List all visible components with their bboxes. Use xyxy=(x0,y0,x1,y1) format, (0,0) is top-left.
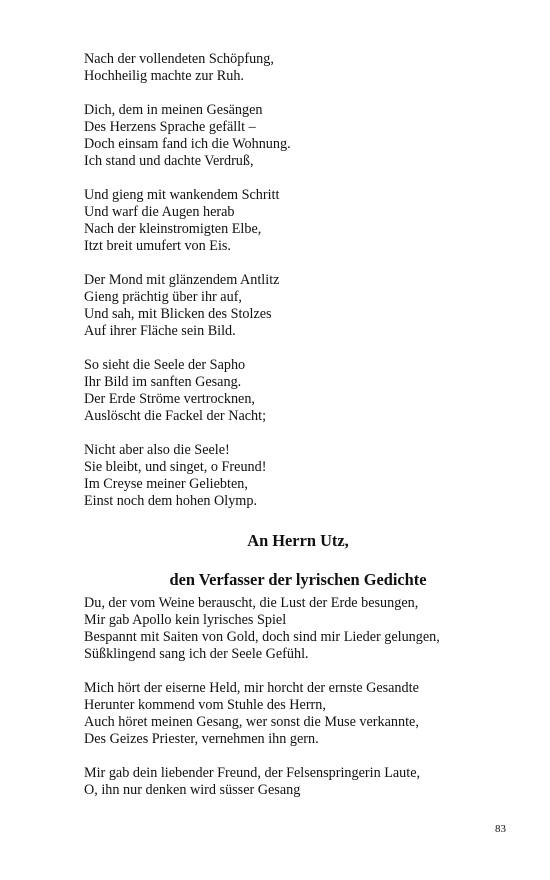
poem-subtitle: den Verfasser der lyrischen Gedichte xyxy=(169,570,427,589)
verse-line: Mir gab dein liebender Freund, der Felsenspringerin Laute, xyxy=(84,765,421,781)
verse-line: Nach der kleinstromigten Elbe, xyxy=(84,221,262,237)
stanza xyxy=(84,272,514,340)
stanza xyxy=(84,357,514,425)
verse-line: So sieht die Seele der Sapho xyxy=(84,357,246,373)
stanza xyxy=(84,680,514,748)
verse-line: Nach der vollendeten Schöpfung, xyxy=(84,51,274,67)
stanza xyxy=(84,51,514,85)
verse-line: Gieng prächtig über ihr auf, xyxy=(84,289,242,305)
verse-line: Ich stand und dachte Verdruß, xyxy=(84,153,254,169)
stanza xyxy=(84,442,514,510)
verse-line: Des Herzens Sprache gefällt – xyxy=(84,119,256,135)
stanza xyxy=(84,595,514,663)
page-body xyxy=(84,51,514,816)
verse-line: Auf ihrer Fläche sein Bild. xyxy=(84,323,236,339)
verse-line: Du, der vom Weine berauscht, die Lust der Erde besungen, xyxy=(84,595,419,611)
verse-line: Auch höret meinen Gesang, wer sonst die Muse verkannte, xyxy=(84,714,419,730)
stanza xyxy=(84,187,514,255)
verse-line: Und gieng mit wankendem Schritt xyxy=(84,187,280,203)
verse-line: Auslöscht die Fackel der Nacht; xyxy=(84,408,267,424)
verse-line: Der Erde Ströme vertrocknen, xyxy=(84,391,255,407)
verse-line: Des Geizes Priester, vernehmen ihn gern. xyxy=(84,731,319,747)
stanza xyxy=(84,765,514,799)
poem-title: An Herrn Utz, xyxy=(247,531,349,550)
verse-line: Und sah, mit Blicken des Stolzes xyxy=(84,306,272,322)
verse-line: Nicht aber also die Seele! xyxy=(84,442,230,458)
verse-line: Mir gab Apollo kein lyrisches Spiel xyxy=(84,612,287,628)
verse-line: Süßklingend sang ich der Seele Gefühl. xyxy=(84,646,309,662)
verse-line: Sie bleibt, und singet, o Freund! xyxy=(84,459,267,475)
verse-line: O, ihn nur denken wird süsser Gesang xyxy=(84,782,301,798)
verse-line: Und warf die Augen herab xyxy=(84,204,235,220)
verse-line: Bespannt mit Saiten von Gold, doch sind mir Lieder gelungen, xyxy=(84,629,440,645)
verse-line: Im Creyse meiner Geliebten, xyxy=(84,476,248,492)
verse-line: Mich hört der eiserne Held, mir horcht der ernste Gesandte xyxy=(84,680,419,696)
verse-line: Der Mond mit glänzendem Antlitz xyxy=(84,272,280,288)
verse-line: Herunter kommend vom Stuhle des Herrn, xyxy=(84,697,326,713)
verse-line: Itzt breit umufert von Eis. xyxy=(84,238,231,254)
stanza xyxy=(84,102,514,170)
verse-line: Ihr Bild im sanften Gesang. xyxy=(84,374,242,390)
verse-line: Einst noch dem hohen Olymp. xyxy=(84,493,257,509)
verse-line: Hochheilig machte zur Ruh. xyxy=(84,68,244,84)
page-number: 83 xyxy=(495,823,506,835)
verse-line: Dich, dem in meinen Gesängen xyxy=(84,102,263,118)
verse-line: Doch einsam fand ich die Wohnung. xyxy=(84,136,291,152)
